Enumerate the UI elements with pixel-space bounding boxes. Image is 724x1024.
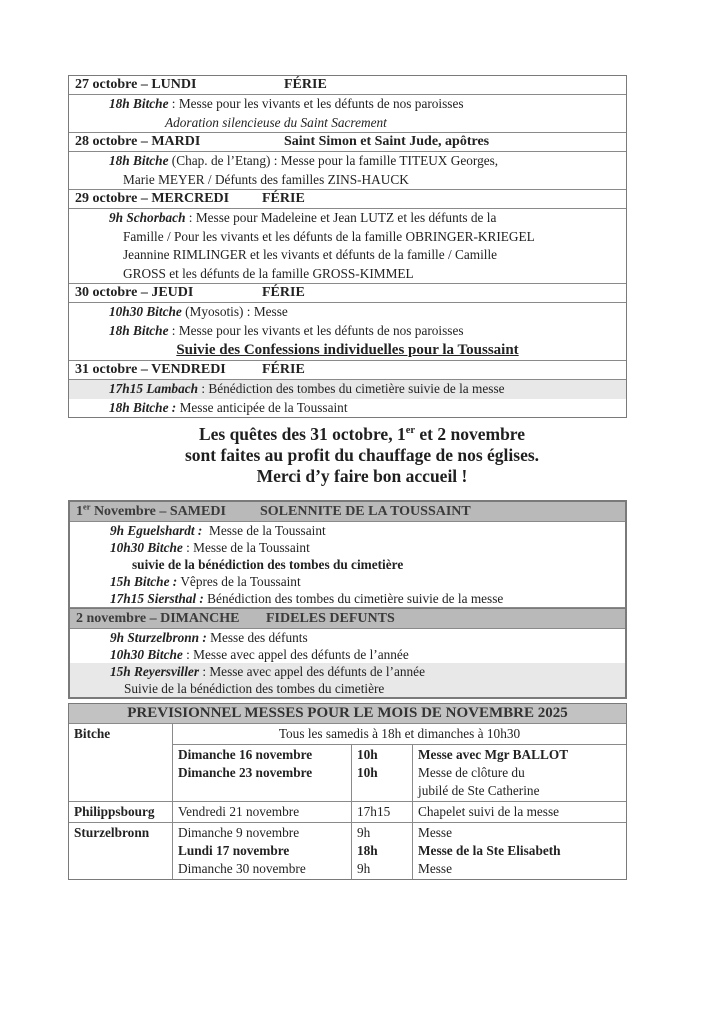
mass-place: 9h Sturzelbronn : bbox=[110, 630, 207, 645]
day-header bbox=[69, 361, 626, 380]
feast-label: FÉRIE bbox=[284, 77, 327, 92]
date-cell: Vendredi 21 novembre bbox=[173, 802, 352, 823]
mass-line bbox=[70, 629, 625, 646]
mass-text: Bénédiction des tombes du cimetière suivie de la messe bbox=[207, 591, 504, 606]
day-body bbox=[69, 152, 626, 190]
mass-line bbox=[70, 556, 625, 573]
mass-text: GROSS et les défunts de la famille GROSS-KIMMEL bbox=[123, 265, 414, 281]
mass-sep: : bbox=[168, 96, 179, 111]
mass-line bbox=[69, 171, 626, 190]
date-text: Lundi 17 novembre bbox=[178, 843, 290, 858]
day-header bbox=[70, 608, 625, 629]
feast-label: FIDELES DEFUNTS bbox=[266, 611, 395, 626]
mass-line bbox=[70, 573, 625, 590]
notice-text: et 2 novembre bbox=[415, 424, 526, 444]
notice-line-3: Merci d’y faire bon accueil ! bbox=[256, 466, 468, 486]
day-sup: er bbox=[83, 502, 91, 512]
mass-line bbox=[69, 95, 626, 114]
mass-line bbox=[70, 646, 625, 663]
general-schedule-cell: Tous les samedis à 18h et dimanches à 10h30 bbox=[173, 724, 627, 745]
desc-text: Messe de la Ste Elisabeth bbox=[418, 843, 561, 858]
table-row bbox=[69, 802, 626, 823]
mass-line bbox=[69, 380, 626, 399]
mass-sep: : bbox=[182, 540, 194, 555]
place-cell: Philippsbourg bbox=[69, 802, 173, 823]
mass-text: Messe avec appel des défunts de l’année bbox=[209, 664, 425, 679]
mass-place: 17h15 Siersthal : bbox=[110, 591, 204, 606]
time-text: 9h bbox=[357, 825, 371, 840]
mass-text: Famille / Pour les vivants et les défunts de la famille OBRINGER-KRIEGEL bbox=[123, 228, 535, 244]
notice-sup: er bbox=[405, 425, 416, 437]
day-rest: Novembre – SAMEDI bbox=[90, 504, 226, 519]
mass-text: Messe avec appel des défunts de l’année bbox=[193, 647, 409, 662]
mass-line bbox=[69, 209, 626, 228]
table-row bbox=[69, 823, 626, 880]
feast-label: FÉRIE bbox=[262, 362, 305, 377]
time-cell bbox=[352, 823, 413, 880]
mass-line bbox=[69, 322, 626, 341]
time-cell bbox=[352, 745, 413, 802]
day-body bbox=[69, 95, 626, 133]
mass-line bbox=[70, 522, 625, 539]
forecast-title: PREVISIONNEL MESSES POUR LE MOIS DE NOVEMBRE 2025 bbox=[69, 704, 626, 724]
mass-text: Messe bbox=[253, 304, 288, 319]
october-schedule-table bbox=[68, 75, 627, 418]
mass-place: 9h Schorbach bbox=[109, 210, 186, 225]
day-label bbox=[76, 502, 226, 521]
notice-line-1 bbox=[100, 424, 624, 445]
collection-notice bbox=[100, 424, 624, 487]
mass-place: 15h Reyersviller bbox=[110, 664, 200, 679]
mass-sep: : bbox=[199, 664, 210, 679]
mass-text: Messe de la Toussaint bbox=[209, 523, 326, 538]
time-text: 10h bbox=[357, 765, 378, 780]
mass-place: 9h Eguelshardt : bbox=[110, 523, 203, 538]
mass-text: Messe des défunts bbox=[210, 630, 308, 645]
day-header bbox=[70, 502, 625, 522]
mass-text: Messe pour Madeleine et Jean LUTZ et les défunts de la bbox=[195, 210, 497, 225]
date-text: Dimanche 30 novembre bbox=[178, 861, 306, 876]
place-cell: Sturzelbronn bbox=[69, 823, 173, 880]
mass-sep: : bbox=[182, 647, 194, 662]
mass-text: Messe pour les vivants et les défunts de nos paroisses bbox=[178, 322, 464, 338]
day-label: 2 novembre – DIMANCHE bbox=[76, 611, 240, 626]
mass-line bbox=[70, 663, 625, 680]
mass-line bbox=[69, 303, 626, 322]
mass-line bbox=[70, 680, 625, 697]
forecast-grid bbox=[69, 724, 626, 879]
day-body bbox=[69, 303, 626, 361]
day-label: 27 octobre – LUNDI bbox=[75, 77, 197, 92]
day-label: 29 octobre – MERCREDI bbox=[75, 191, 230, 206]
mass-sep: : bbox=[168, 322, 179, 338]
feast-label: FÉRIE bbox=[262, 285, 305, 300]
mass-line bbox=[70, 590, 625, 607]
mass-text: Messe anticipée de la Toussaint bbox=[179, 399, 348, 415]
desc-cell bbox=[413, 823, 627, 880]
mass-sep: (Myosotis) : bbox=[181, 304, 254, 319]
desc-text: Messe bbox=[418, 825, 452, 840]
mass-place: 10h30 Bitche bbox=[110, 540, 183, 555]
mass-text: Adoration silencieuse du Saint Sacrement bbox=[165, 114, 387, 130]
feast-label: Saint Simon et Saint Jude, apôtres bbox=[284, 134, 490, 149]
mass-sep: : bbox=[185, 210, 196, 225]
mass-line bbox=[69, 228, 626, 247]
day-label: 30 octobre – JEUDI bbox=[75, 285, 194, 300]
feast-label: SOLENNITE DE LA TOUSSAINT bbox=[260, 504, 471, 519]
time-cell: 17h15 bbox=[352, 802, 413, 823]
desc-text: Messe de clôture du jubilé de Ste Catherine bbox=[418, 765, 540, 798]
mass-text: Vêpres de la Toussaint bbox=[180, 574, 301, 589]
day-body bbox=[69, 380, 626, 417]
day-body bbox=[70, 522, 625, 608]
mass-place: 17h15 Lambach bbox=[109, 381, 199, 396]
date-text: Dimanche 16 novembre bbox=[178, 747, 313, 762]
mass-line bbox=[69, 152, 626, 171]
mass-text: Messe pour la famille TITEUX Georges, bbox=[280, 153, 499, 168]
mass-sep: (Chap. de l’Etang) : bbox=[168, 153, 281, 168]
notice-line-2: sont faites au profit du chauffage de nos églises. bbox=[184, 445, 540, 465]
mass-text: Marie MEYER / Défunts des familles ZINS-HAUCK bbox=[123, 171, 409, 187]
mass-text: suivie de la bénédiction des tombes du cimetière bbox=[132, 557, 404, 572]
desc-cell: Chapelet suivi de la messe bbox=[413, 802, 627, 823]
mass-sep: : bbox=[198, 381, 209, 396]
mass-line bbox=[69, 246, 626, 265]
day-label: 31 octobre – VENDREDI bbox=[75, 362, 226, 377]
mass-text: Suivie des Confessions individuelles pour la Toussaint bbox=[176, 342, 519, 358]
mass-place: 10h30 Bitche bbox=[110, 647, 183, 662]
day-body bbox=[70, 629, 625, 697]
place-cell: Bitche bbox=[69, 724, 173, 802]
mass-place: 18h Bitche bbox=[109, 322, 169, 338]
feast-label: FÉRIE bbox=[262, 191, 305, 206]
day-header bbox=[69, 76, 626, 95]
day-header bbox=[69, 190, 626, 209]
date-cell bbox=[173, 745, 352, 802]
notice-text: Les quêtes des 31 octobre, 1 bbox=[198, 424, 406, 444]
mass-text: Jeannine RIMLINGER et les vivants et défunts de la famille / Camille bbox=[123, 247, 498, 262]
desc-text: Messe bbox=[418, 861, 452, 876]
day-label: 28 octobre – MARDI bbox=[75, 134, 201, 149]
confession-note bbox=[69, 340, 626, 360]
mass-line bbox=[70, 539, 625, 556]
mass-line bbox=[69, 265, 626, 284]
november-forecast-table bbox=[68, 703, 627, 880]
mass-text: Bénédiction des tombes du cimetière suivie de la messe bbox=[208, 381, 505, 396]
day-header bbox=[69, 284, 626, 303]
mass-text: Messe pour les vivants et les défunts de nos paroisses bbox=[178, 96, 464, 111]
table-row bbox=[69, 724, 626, 745]
mass-text: Messe de la Toussaint bbox=[193, 540, 310, 555]
mass-place: 18h Bitche bbox=[109, 153, 169, 168]
november-feast-table bbox=[68, 500, 627, 699]
time-text: 10h bbox=[357, 747, 378, 762]
date-cell bbox=[173, 823, 352, 880]
desc-text: Messe avec Mgr BALLOT bbox=[418, 747, 569, 762]
mass-place: 15h Bitche : bbox=[110, 574, 178, 589]
mass-line bbox=[69, 114, 626, 133]
desc-cell bbox=[413, 745, 627, 802]
date-text: Dimanche 9 novembre bbox=[178, 825, 300, 840]
mass-place: 18h Bitche : bbox=[109, 399, 177, 415]
day-body bbox=[69, 209, 626, 284]
mass-place: 10h30 Bitche bbox=[109, 304, 182, 319]
mass-text: Suivie de la bénédiction des tombes du cimetière bbox=[124, 681, 385, 696]
date-text: Dimanche 23 novembre bbox=[178, 765, 313, 780]
time-text: 9h bbox=[357, 861, 371, 876]
mass-line bbox=[69, 399, 626, 418]
day-header bbox=[69, 133, 626, 152]
mass-place: 18h Bitche bbox=[109, 96, 169, 111]
time-text: 18h bbox=[357, 843, 378, 858]
day-num: 1 bbox=[76, 504, 83, 519]
